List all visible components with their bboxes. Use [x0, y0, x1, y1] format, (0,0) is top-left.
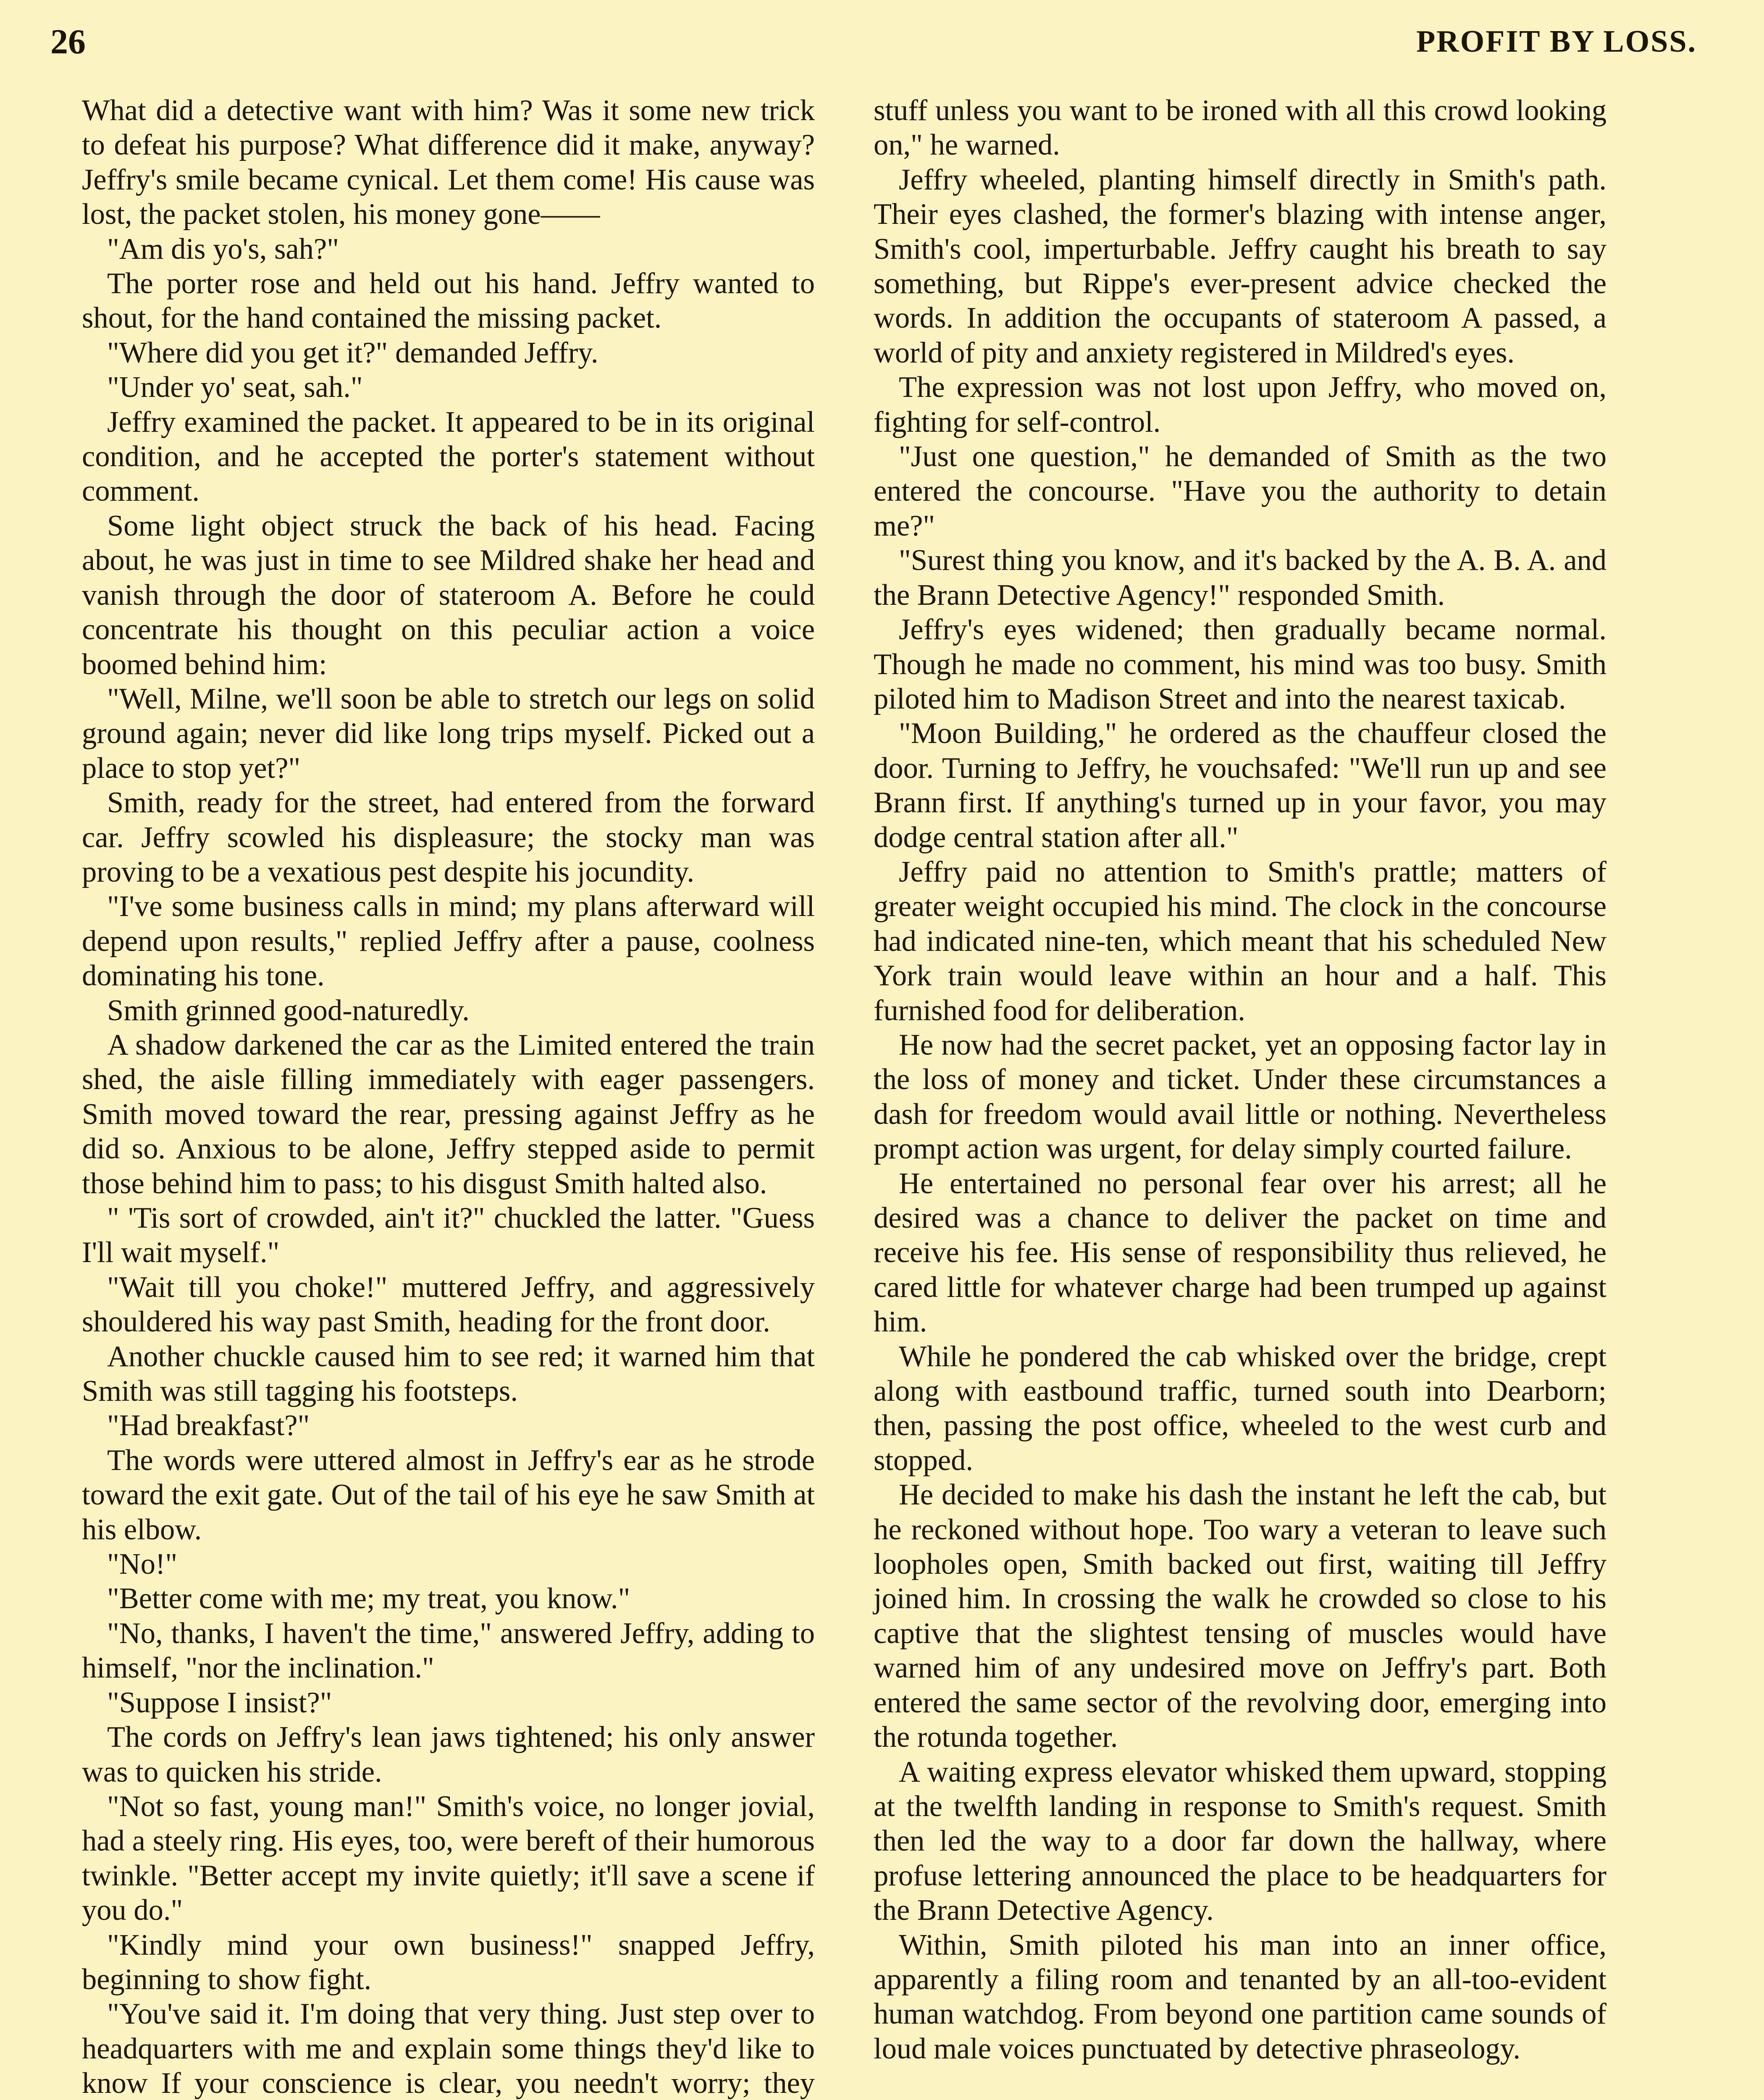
paragraph: Jeffry's eyes widened; then gradually became normal. Though he made no comment, his mind was too busy. Smith piloted him to Madison Street and into the nearest taxicab.: [874, 613, 1606, 715]
paragraph: "No!": [107, 1548, 178, 1581]
paragraph: Another chuckle caused him to see red; it warned him that Smith was still tagging his footsteps.: [82, 1340, 815, 1408]
paragraph: The cords on Jeffry's lean jaws tightened; his only answer was to quicken his stride.: [82, 1721, 815, 1788]
paragraph: He entertained no personal fear over his arrest; all he desired was a chance to deliver the packet on time and receive his fee. His sense of responsibility thus relieved, he cared little for whatever charge had been trumped up against him.: [874, 1167, 1606, 1339]
right-column: [874, 93, 1606, 2066]
paragraph: "Surest thing you know, and it's backed by the A. B. A. and the Brann Detective Agency!" responded Smith.: [874, 544, 1606, 612]
paragraph: stuff unless you want to be ironed with all this crowd looking on," he warned.: [874, 94, 1606, 162]
paragraph: He now had the secret packet, yet an opposing factor lay in the loss of money and ticket. Under these circumstances a dash for freedom would avail little or nothing. Nevertheless prompt action was urgent, for delay simply courted failure.: [874, 1028, 1606, 1166]
paragraph: Within, Smith piloted his man into an inner office, apparently a filing room and tenanted by an all-too-evident human watchdog. From beyond one partition came sounds of loud male voices punctuated by detective phraseology.: [874, 1928, 1606, 2065]
left-column: [82, 93, 815, 2100]
paragraph: "Just one question," he demanded of Smith as the two entered the concourse. "Have you the authority to detain me?": [874, 440, 1606, 542]
paragraph: Some light object struck the back of his head. Facing about, he was just in time to see Mildred shake her head and vanish through the door of stateroom A. Before he could concentrate his thought on this peculiar action a voice boomed behind him:: [82, 509, 815, 681]
paragraph: "No, thanks, I haven't the time," answered Jeffry, adding to himself, "nor the inclination.": [82, 1617, 815, 1685]
paragraph: "Under yo' seat, sah.": [107, 371, 363, 404]
paragraph: While he pondered the cab whisked over the bridge, crept along with eastbound traffic, turned south into Dearborn; then, passing the post office, wheeled to the west curb and stopped.: [874, 1340, 1606, 1477]
page-number: 26: [50, 22, 86, 61]
paragraph: Jeffry paid no attention to Smith's prattle; matters of greater weight occupied his mind. The clock in the concourse had indicated nine-ten, which meant that his scheduled New York train would leave within an hour and a half. This furnished food for deliberation.: [874, 855, 1606, 1027]
paragraph: "I've some business calls in mind; my plans afterward will depend upon results," replied Jeffry after a pause, coolness dominating his tone.: [82, 890, 815, 992]
paragraph: What did a detective want with him? Was it some new trick to defeat his purpose? What difference did it make, anyway? Jeffry's smile became cynical. Let them come! His cause was lost, the packet stolen, his money gone——: [82, 94, 815, 231]
paragraph: "Wait till you choke!" muttered Jeffry, and aggressively shouldered his way past Smith, heading for the front door.: [82, 1270, 815, 1339]
paragraph: "Well, Milne, we'll soon be able to stretch our legs on solid ground again; never did like long trips myself. Picked out a place to stop yet?": [82, 682, 815, 785]
paragraph: A waiting express elevator whisked them upward, stopping at the twelfth landing in response to Smith's request. Smith then led the way to a door far down the hallway, where profuse lettering announced the place to be headquarters for the Brann Detective Agency.: [874, 1755, 1606, 1927]
paragraph: Smith grinned good-naturedly.: [107, 994, 470, 1027]
paragraph: "Moon Building," he ordered as the chauffeur closed the door. Turning to Jeffry, he vouchsafed: "We'll run up and see Brann first. If anything's turned up in your favor, you may dodge central station after all.": [874, 717, 1606, 854]
paragraph: He decided to make his dash the instant he left the cab, but he reckoned without hope. Too wary a veteran to leave such loopholes open, Smith backed out first, waiting till Jeffry joined him. In crossing the walk he crowded so close to his captive that the slightest tensing of muscles would have warned him of any undesired move on Jeffry's part. Both entered the same sector of the revolving door, emerging into the rotunda together.: [874, 1478, 1606, 1754]
paragraph: " 'Tis sort of crowded, ain't it?" chuckled the latter. "Guess I'll wait myself.": [82, 1202, 815, 1269]
paragraph: "Better come with me; my treat, you know.": [107, 1582, 630, 1615]
paragraph: Jeffry wheeled, planting himself directly in Smith's path. Their eyes clashed, the former's blazing with intense anger, Smith's cool, imperturbable. Jeffry caught his breath to say something, but Rippe's ever-present advice checked the words. In addition the occupants of stateroom A passed, a world of pity and anxiety registered in Mildred's eyes.: [874, 163, 1606, 369]
paragraph: "You've said it. I'm doing that very thing. Just step over to headquarters with me and explain some things they'd like to know If your conscience is clear, you needn't worry; they: [82, 1998, 815, 2100]
paragraph: Smith, ready for the street, had entered from the forward car. Jeffry scowled his displeasure; the stocky man was proving to be a vexatious pest despite his jocundity.: [82, 786, 815, 888]
paragraph: "Am dis yo's, sah?": [107, 232, 339, 265]
paragraph: "Kindly mind your own business!" snapped Jeffry, beginning to show fight.: [82, 1928, 815, 1996]
paragraph: "Where did you get it?" demanded Jeffry.: [107, 336, 598, 369]
paragraph: The expression was not lost upon Jeffry, who moved on, fighting for self-control.: [874, 371, 1606, 438]
paragraph: A shadow darkened the car as the Limited entered the train shed, the aisle filling immediately with eager passengers. Smith moved toward the rear, pressing against Jeffry as he did so. Anxious to be alone, Jeffry stepped aside to permit those behind him to pass; to his disgust Smith halted also.: [82, 1028, 815, 1200]
paragraph: Jeffry examined the packet. It appeared to be in its original condition, and he accepted the porter's statement without comment.: [82, 405, 815, 508]
paragraph: The words were uttered almost in Jeffry's ear as he strode toward the exit gate. Out of the tail of his eye he saw Smith at his elbow.: [82, 1444, 815, 1546]
paragraph: "Not so fast, young man!" Smith's voice, no longer jovial, had a steely ring. His eyes, too, were bereft of their humorous twinkle. "Better accept my invite quietly; it'll save a scene if you do.": [82, 1790, 815, 1927]
paragraph: "Suppose I insist?": [107, 1686, 332, 1719]
paragraph: The porter rose and held out his hand. Jeffry wanted to shout, for the hand contained the missing packet.: [82, 267, 815, 335]
running-title: PROFIT BY LOSS.: [1416, 24, 1697, 59]
paragraph: "Had breakfast?": [107, 1409, 310, 1442]
